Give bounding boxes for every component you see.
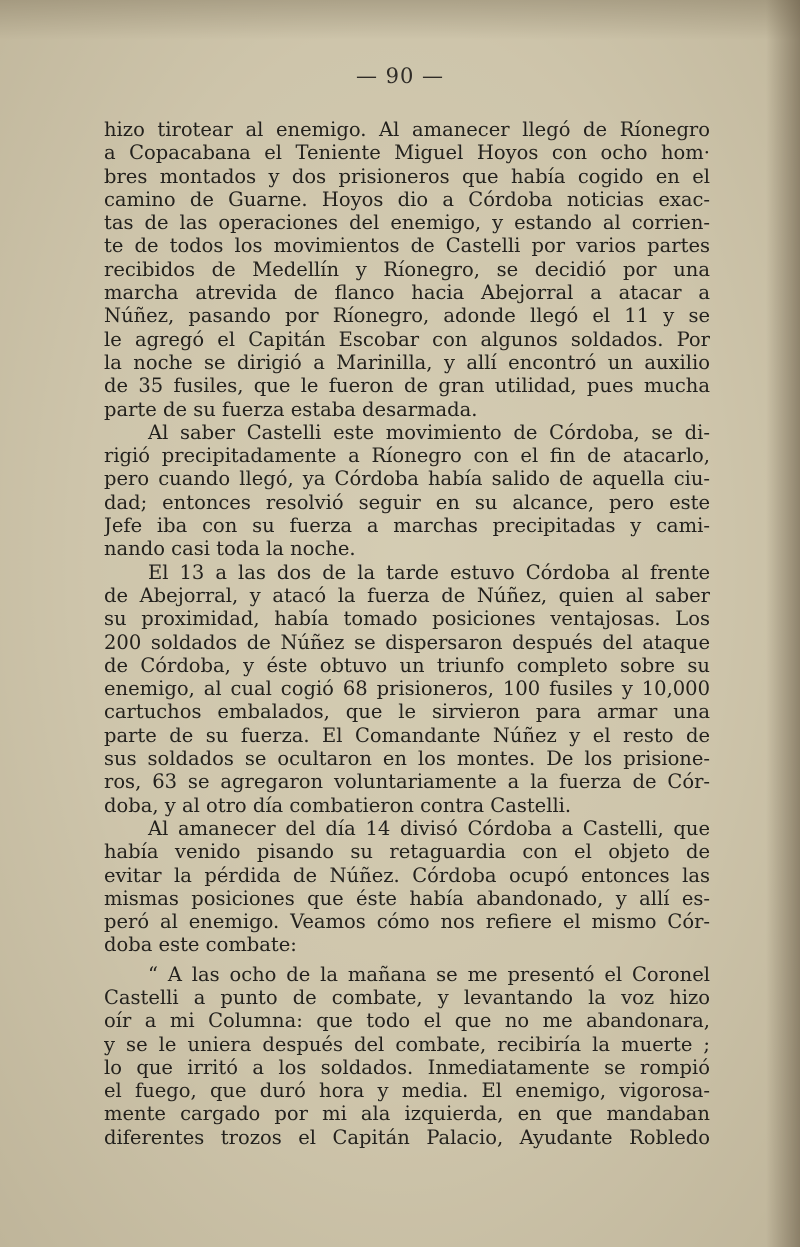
text-line: Jefe iba con su fuerza a marchas precipitadas y cami- — [104, 514, 710, 538]
text-line: oír a mi Columna: que todo el que no me abandonara, — [104, 1009, 710, 1033]
page-shadow-top — [0, 0, 800, 40]
text-line: marcha atrevida de flanco hacia Abejorral a atacar a — [104, 281, 710, 305]
text-line: a Copacabana el Teniente Miguel Hoyos con ocho hom· — [104, 141, 710, 165]
text-line: parte de su fuerza estaba desarmada. — [104, 397, 478, 421]
text-line: nando casi toda la noche. — [104, 537, 356, 561]
text-line: diferentes trozos el Capitán Palacio, Ayudante Robledo — [104, 1125, 710, 1149]
text-line: había venido pisando su retaguardia con el objeto de — [104, 840, 710, 864]
text-line: tas de las operaciones del enemigo, y estando al corrien- — [104, 211, 710, 235]
text-line: dad; entonces resolvió seguir en su alcance, pero este — [104, 490, 710, 514]
text-line: recibidos de Medellín y Ríonegro, se decidió por una — [104, 257, 710, 281]
text-line: de 35 fusiles, que le fueron de gran utilidad, pues mucha — [104, 374, 710, 398]
text-line: lo que irritó a los soldados. Inmediatamente se rompió — [104, 1055, 710, 1079]
text-line: mismas posiciones que éste había abandonado, y allí es- — [104, 886, 710, 910]
text-line: sus soldados se ocultaron en los montes. De los prisione- — [104, 747, 710, 771]
text-line: ros, 63 se agregaron voluntariamente a la fuerza de Cór- — [104, 770, 710, 794]
text-line: enemigo, al cual cogió 68 prisioneros, 100 fusiles y 10,000 — [104, 677, 710, 701]
text-line: de Abejorral, y atacó la fuerza de Núñez, quien al saber — [104, 583, 710, 607]
text-line: y se le uniera después del combate, recibiría la muerte ; — [104, 1032, 710, 1056]
text-line: Castelli a punto de combate, y levantando la voz hizo — [104, 985, 710, 1009]
text-line: Núñez, pasando por Ríonegro, adonde llegó el 11 y se — [104, 304, 710, 328]
page-number: — 90 — — [355, 64, 445, 88]
text-line: “ A las ocho de la mañana se me presentó el Coronel — [148, 962, 710, 986]
text-line: le agregó el Capitán Escobar con algunos soldados. Por — [104, 327, 710, 351]
text-line: Al amanecer del día 14 divisó Córdoba a Castelli, que — [148, 816, 710, 840]
text-line: 200 soldados de Núñez se dispersaron después del ataque — [104, 630, 710, 654]
text-line: Al saber Castelli este movimiento de Córdoba, se di- — [148, 420, 710, 444]
text-line: el fuego, que duró hora y media. El enemigo, vigorosa- — [104, 1079, 710, 1103]
text-line: evitar la pérdida de Núñez. Córdoba ocupó entonces las — [104, 863, 710, 887]
page-shadow-right — [766, 0, 800, 1247]
text-line: mente cargado por mi ala izquierda, en que mandaban — [104, 1102, 710, 1126]
text-line: El 13 a las dos de la tarde estuvo Córdoba al frente — [148, 560, 710, 584]
text-line: doba este combate: — [104, 933, 297, 957]
body-text — [104, 118, 710, 1149]
text-line: cartuchos embalados, que le sirvieron para armar una — [104, 700, 710, 724]
text-line: parte de su fuerza. El Comandante Núñez y el resto de — [104, 723, 710, 747]
text-line: peró al enemigo. Veamos cómo nos refiere el mismo Cór- — [104, 910, 710, 934]
text-line: hizo tirotear al enemigo. Al amanecer llegó de Ríonegro — [104, 118, 710, 141]
text-line: pero cuando llegó, ya Córdoba había salido de aquella ciu- — [104, 467, 710, 491]
text-line: bres montados y dos prisioneros que había cogido en el — [104, 164, 710, 188]
text-line: te de todos los movimientos de Castelli por varios partes — [104, 234, 710, 258]
text-line: doba, y al otro día combatieron contra Castelli. — [104, 793, 572, 817]
text-line: rigió precipitadamente a Ríonegro con el fin de atacarlo, — [104, 444, 710, 468]
text-line: la noche se dirigió a Marinilla, y allí encontró un auxilio — [104, 350, 710, 374]
text-line: su proximidad, había tomado posiciones ventajosas. Los — [104, 607, 710, 631]
text-line: camino de Guarne. Hoyos dio a Córdoba noticias exac- — [104, 187, 710, 211]
text-line: de Córdoba, y éste obtuvo un triunfo completo sobre su — [104, 653, 710, 677]
